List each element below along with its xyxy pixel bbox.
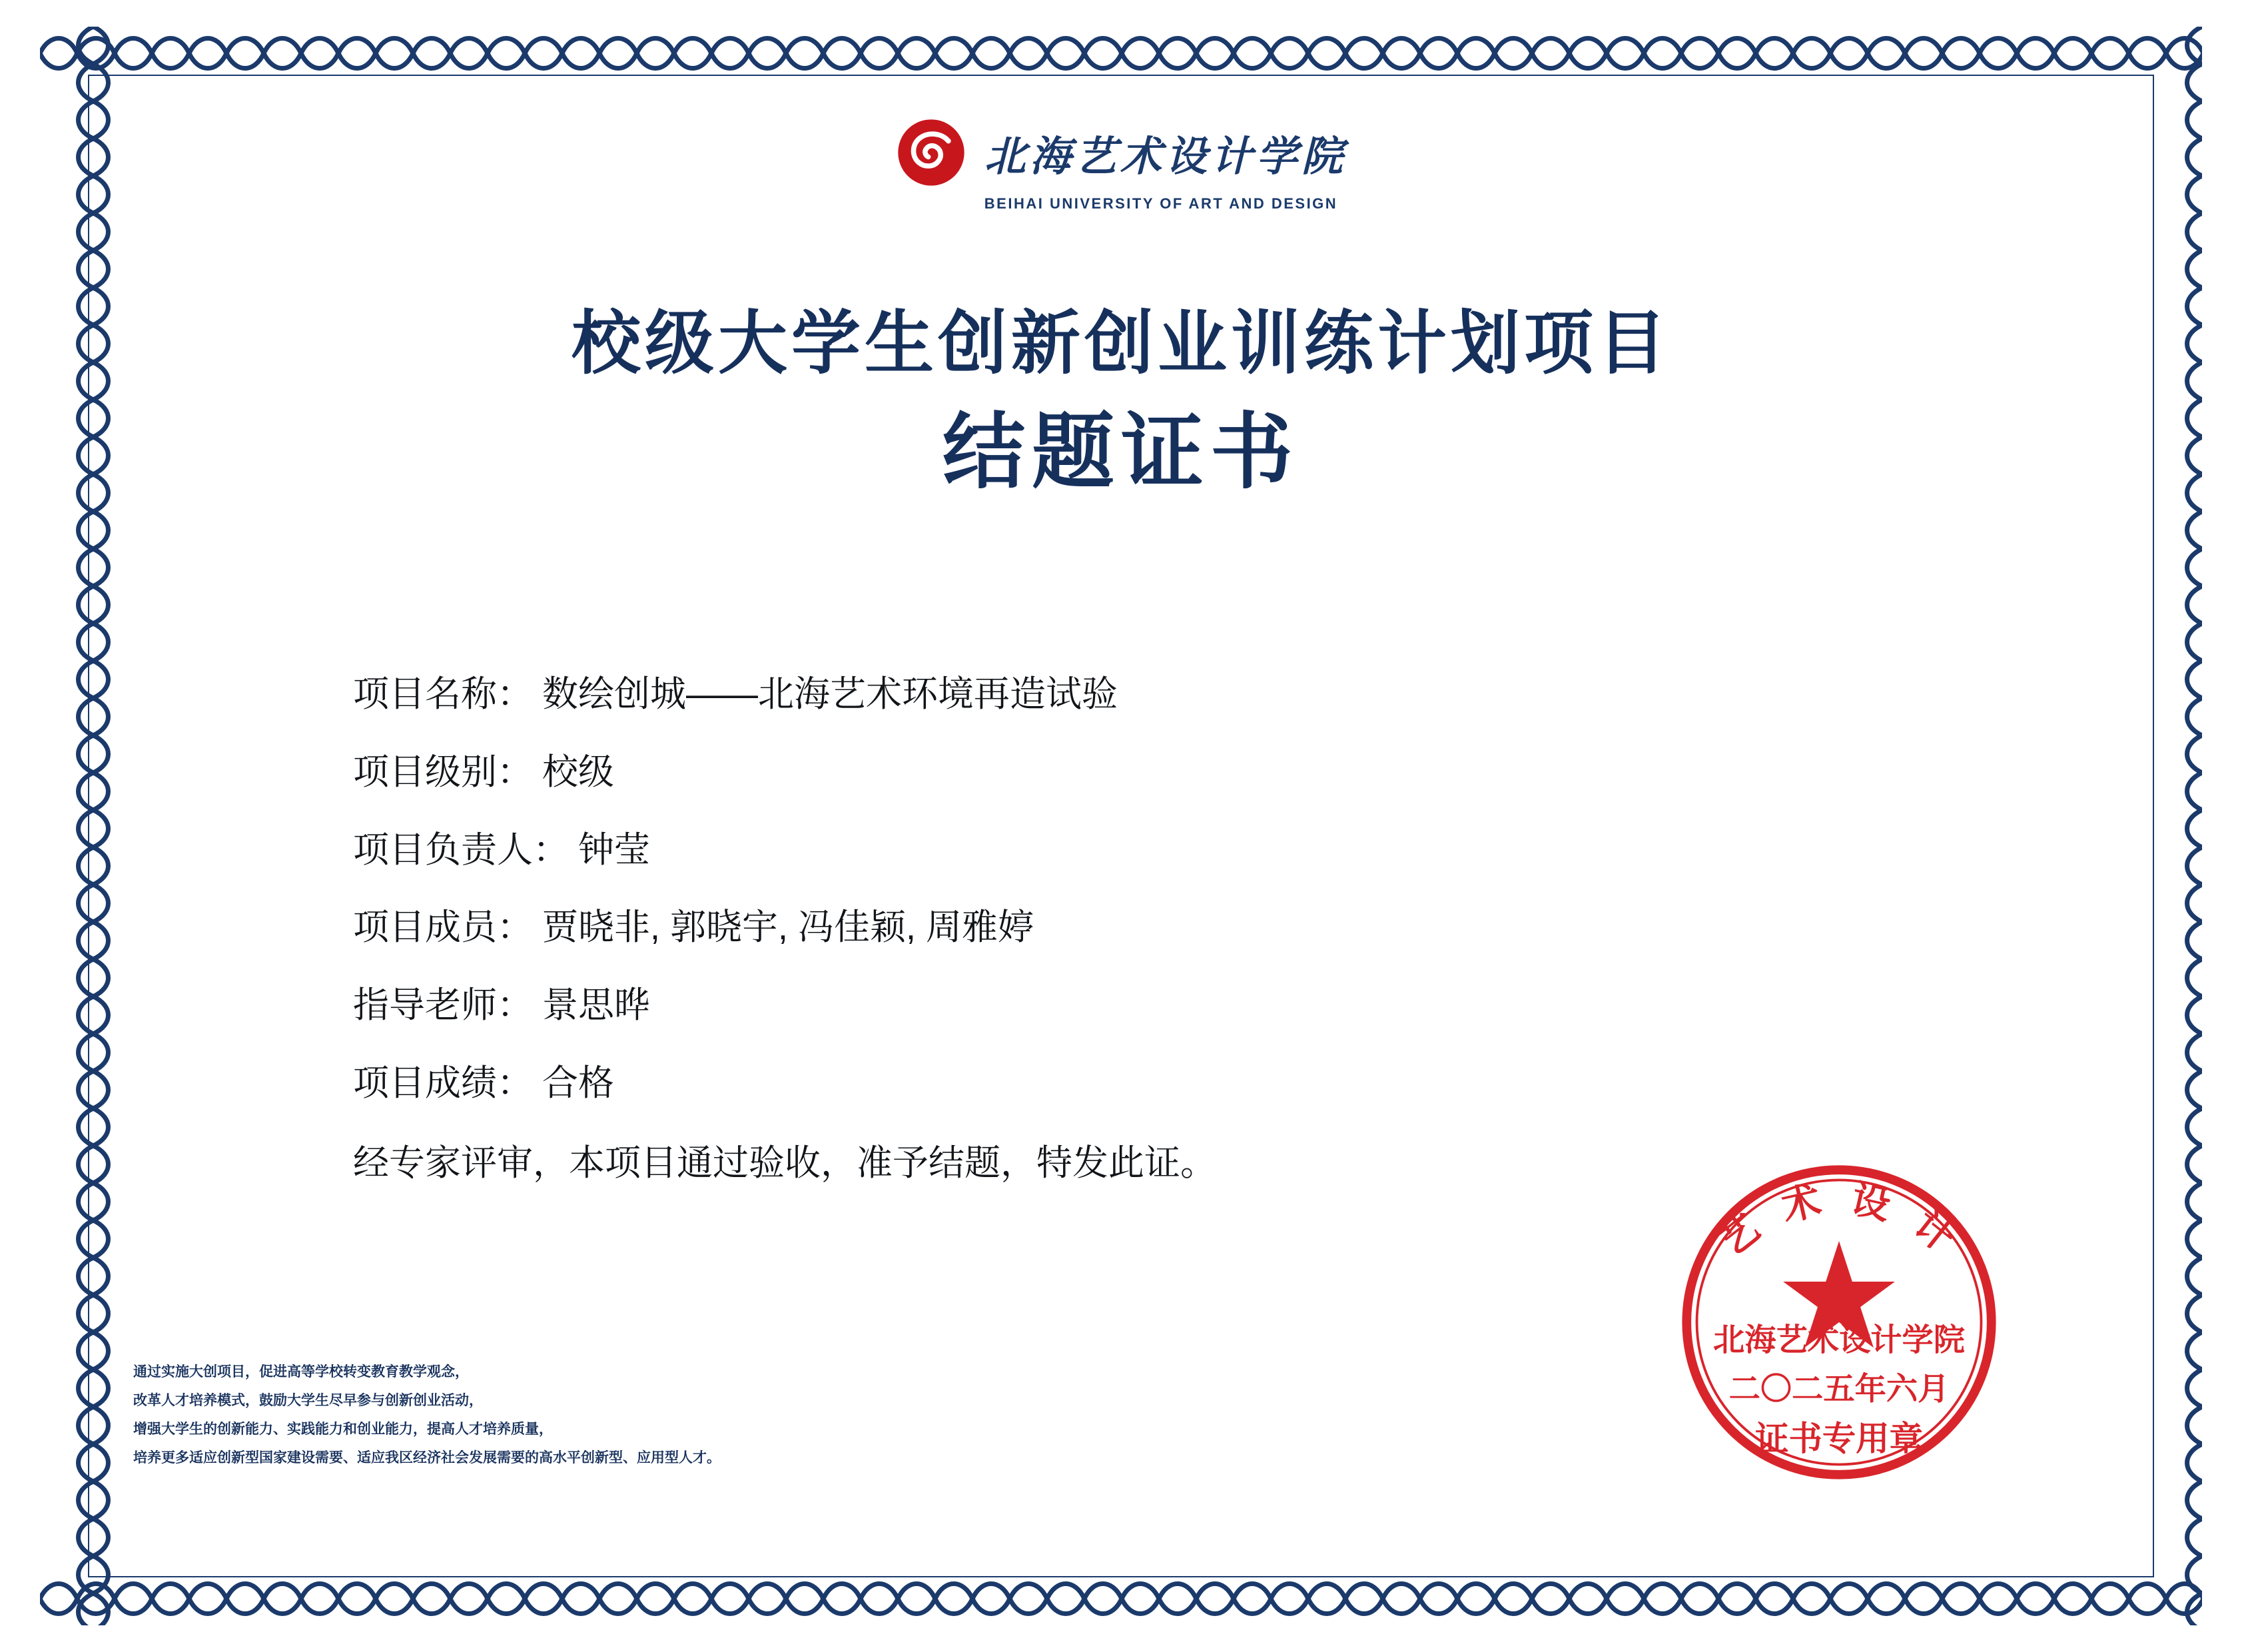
field-value: 数绘创城——北海艺术环境再造试验: [542, 674, 1118, 714]
seal-date: 二〇二五年六月: [1728, 1370, 1950, 1408]
institution-logo-block: [895, 117, 1347, 212]
field-label: 项目成绩：: [353, 1062, 533, 1103]
field-label: 项目名称：: [353, 674, 533, 714]
field-label: 指导老师：: [353, 985, 533, 1026]
field-label: 项目负责人：: [353, 829, 569, 870]
spiral-wave-logo-icon: [895, 117, 967, 189]
footnote-line: 改革人才培养模式，鼓励大学生尽早参与创新创业活动，: [133, 1392, 483, 1408]
field-row: [353, 673, 2022, 716]
field-row: [353, 906, 2022, 949]
field-row: [353, 829, 2022, 872]
field-value: 贾晓非, 郭晓宇, 冯佳颖, 周雅婷: [542, 907, 1034, 948]
footnote-line: 增强大学生的创新能力、实践能力和创业能力，提高人才培养质量，: [133, 1421, 553, 1437]
institution-name-en: BEIHAI UNIVERSITY OF ART AND DESIGN: [984, 195, 1338, 212]
field-row: [353, 984, 2022, 1027]
title-section: [0, 300, 2242, 506]
footnote-line: 培养更多适应创新型国家建设需要、适应我区经济社会发展需要的高水平创新型、应用型人才。: [133, 1449, 721, 1465]
institution-name-cn: 北海艺术设计学院: [984, 131, 1347, 181]
official-seal-stamp: [1636, 1119, 2042, 1525]
certificate-header: [0, 117, 2242, 212]
field-label: 项目成员：: [353, 907, 533, 948]
seal-center-org: 北海艺术设计学院: [1712, 1322, 1966, 1359]
field-value: 钟莹: [578, 829, 650, 870]
field-value: 合格: [542, 1062, 614, 1103]
seal-arc-text: 艺 术 设 计: [1710, 1176, 1968, 1265]
fields-section: [353, 673, 2022, 1186]
field-value: 校级: [542, 751, 614, 792]
seal-bottom-text: 证书专用章: [1755, 1419, 1923, 1459]
field-value: 景思晔: [542, 985, 650, 1026]
page-subtitle: 结题证书: [942, 404, 1300, 500]
field-label: 项目级别：: [353, 751, 533, 792]
footnote-line: 通过实施大创项目，促进高等学校转变教育教学观念，: [133, 1364, 469, 1380]
approval-statement: 经专家评审，本项目通过验收，准予结题，特发此证。: [353, 1142, 1216, 1183]
footnote-block: [133, 1358, 721, 1472]
field-row: [353, 1062, 2022, 1105]
field-row: [353, 751, 2022, 794]
page-title: 校级大学生创新创业训练计划项目: [571, 302, 1671, 384]
